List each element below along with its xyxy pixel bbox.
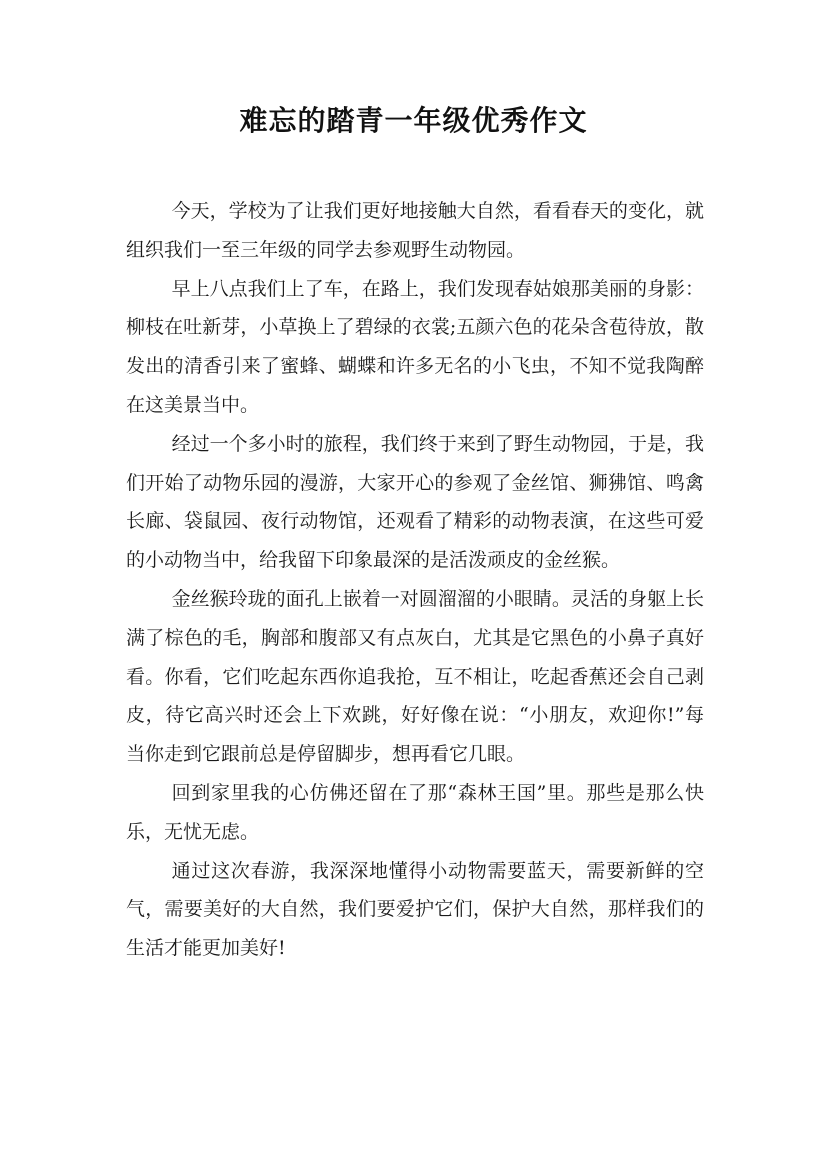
document-body: [126, 192, 704, 968]
paragraph-1: 今天，学校为了让我们更好地接触大自然，看看春天的变化，就组织我们一至三年级的同学去参观野生动物园。: [126, 200, 704, 261]
paragraph-2: 早上八点我们上了车，在路上，我们发现春姑娘那美丽的身影：柳枝在吐新芽，小草换上了碧绿的衣裳;五颜六色的花朵含苞待放，散发出的清香引来了蜜蜂、蝴蝶和许多无名的小飞虫，不知不觉我陶醉在这美景当中。: [126, 277, 704, 416]
paragraph-3: 经过一个多小时的旅程，我们终于来到了野生动物园，于是，我们开始了动物乐园的漫游，大家开心的参观了金丝馆、狮狒馆、鸣禽长廊、袋鼠园、夜行动物馆，还观看了精彩的动物表演，在这些可爱的小动物当中，给我留下印象最深的是活泼顽皮的金丝猴。: [126, 432, 704, 572]
document-title: 难忘的踏青一年级优秀作文: [239, 104, 588, 137]
paragraph-4: 金丝猴玲珑的面孔上嵌着一对圆溜溜的小眼睛。灵活的身躯上长满了棕色的毛，胸部和腹部又有点灰白，尤其是它黑色的小鼻子真好看。你看，它们吃起东西你追我抢，互不相让，吃起香蕉还会自己剥皮，待它高兴时还会上下欢跳，好好像在说：“小朋友，欢迎你!”每当你走到它跟前总是停留脚步，想再看它几眼。: [126, 587, 704, 766]
paragraph-6: 通过这次春游，我深深地懂得小动物需要蓝天，需要新鲜的空气，需要美好的大自然，我们要爱护它们，保护大自然，那样我们的生活才能更加美好!: [126, 859, 704, 960]
paragraph-5: 回到家里我的心仿佛还留在了那“森林王国”里。那些是那么快乐，无忧无虑。: [126, 781, 704, 843]
